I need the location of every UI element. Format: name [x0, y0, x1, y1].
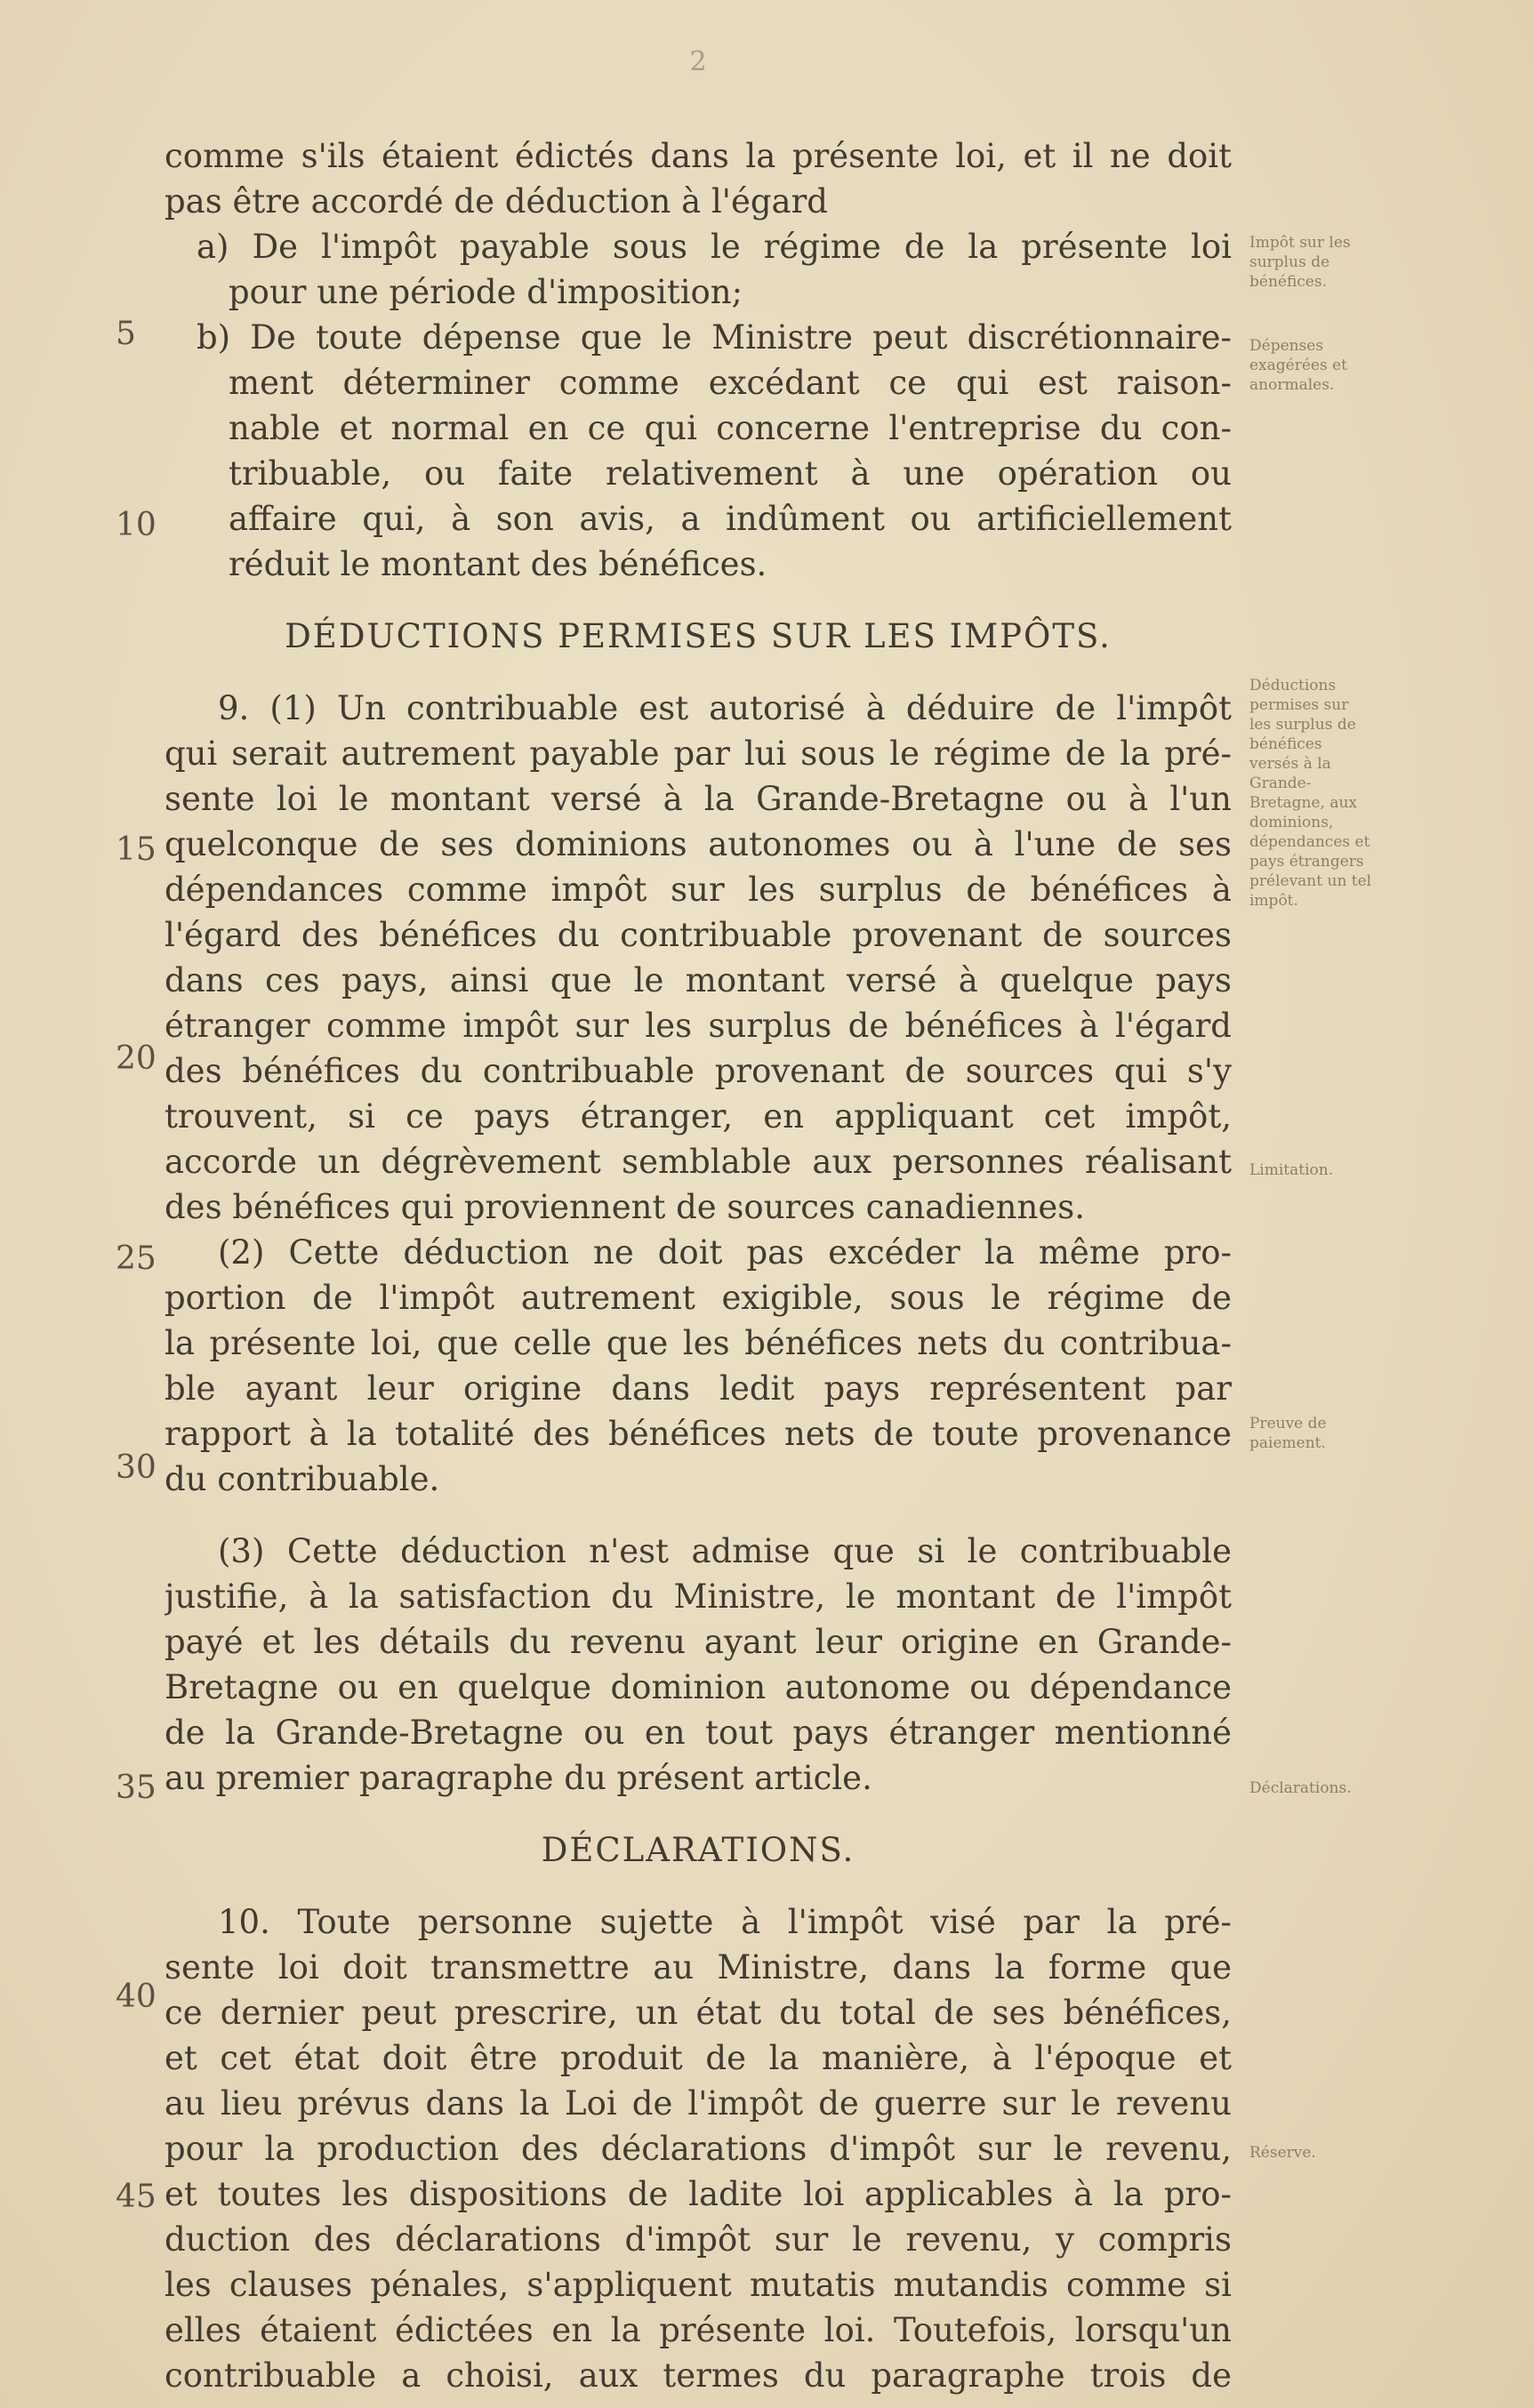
- text-line: l'égard des bénéfices du contribuable provenant de sources: [165, 916, 1232, 954]
- text-line: et cet état doit être produit de la manière, à l'époque et: [165, 2039, 1232, 2077]
- line-number: 20: [116, 1040, 157, 1077]
- margin-note: Preuve de paiement.: [1249, 1415, 1327, 1452]
- margin-note: Impôt sur les surplus de bénéfices.: [1249, 234, 1351, 291]
- text-line: des bénéfices qui proviennent de sources canadiennes.: [165, 1188, 1085, 1226]
- text-line: sente loi doit transmettre au Ministre, dans la forme que: [165, 1948, 1232, 1987]
- text-line: pour la production des déclarations d'impôt sur le revenu,: [165, 2130, 1232, 2168]
- text-line: payé et les détails du revenu ayant leur origine en Grande-: [165, 1623, 1232, 1661]
- margin-note: Dépenses exagérées et anormales.: [1249, 337, 1347, 394]
- text-line: justifie, à la satisfaction du Ministre, le montant de l'impôt: [165, 1577, 1232, 1616]
- text-line: contribuable a choisi, aux termes du paragraphe trois de: [165, 2356, 1232, 2395]
- text-line: 10. Toute personne sujette à l'impôt visé par la pré-: [218, 1903, 1232, 1941]
- line-number: 45: [116, 2179, 157, 2215]
- section-heading: DÉDUCTIONS PERMISES SUR LES IMPÔTS.: [285, 617, 1112, 655]
- line-number: 35: [116, 1770, 157, 1806]
- text-line: au premier paragraphe du présent article.: [165, 1759, 872, 1797]
- line-number: 40: [116, 1979, 157, 2015]
- text-line: sente loi le montant versé à la Grande-Bretagne ou à l'un: [165, 780, 1232, 818]
- text-line: (3) Cette déduction n'est admise que si le contribuable: [218, 1532, 1232, 1570]
- text-line: réduit le montant des bénéfices.: [229, 545, 767, 583]
- text-line: de la Grande-Bretagne ou en tout pays étranger mentionné: [165, 1714, 1232, 1752]
- text-line: ment déterminer comme excédant ce qui est raison-: [229, 364, 1232, 402]
- text-line: rapport à la totalité des bénéfices nets de toute provenance: [165, 1415, 1232, 1453]
- text-line: qui serait autrement payable par lui sous le régime de la pré-: [165, 734, 1232, 773]
- margin-note: Déductions permises sur les surplus de bénéfices versés à la Grande-Bretagne, aux dominions, dépendances et pays étrangers prélevant un tel impôt.: [1249, 677, 1372, 910]
- text-line: portion de l'impôt autrement exigible, sous le régime de: [165, 1279, 1232, 1317]
- text-line: la présente loi, que celle que les bénéfices nets du contribua-: [165, 1324, 1232, 1362]
- text-line: du contribuable.: [165, 1460, 440, 1498]
- margin-note: Limitation.: [1249, 1161, 1334, 1179]
- text-line: duction des déclarations d'impôt sur le revenu, y compris: [165, 2220, 1232, 2259]
- text-body: [165, 133, 1232, 2398]
- margin-note: Déclarations.: [1249, 1779, 1352, 1797]
- text-line: b) De toute dépense que le Ministre peut discrétionnaire-: [197, 318, 1232, 357]
- text-line: dans ces pays, ainsi que le montant versé à quelque pays: [165, 961, 1232, 999]
- margin-note: Réserve.: [1249, 2144, 1316, 2162]
- text-line: pour une période d'imposition;: [229, 273, 743, 311]
- text-line: des bénéfices du contribuable provenant de sources qui s'y: [165, 1052, 1232, 1090]
- text-line: ble ayant leur origine dans ledit pays représentent par: [165, 1369, 1232, 1408]
- text-line: Bretagne ou en quelque dominion autonome ou dépendance: [165, 1668, 1232, 1706]
- line-number: 10: [116, 507, 157, 543]
- section-heading: DÉCLARATIONS.: [541, 1831, 855, 1869]
- page-number: 2: [689, 46, 707, 77]
- text-line: accorde un dégrèvement semblable aux personnes réalisant: [165, 1143, 1232, 1181]
- text-line: comme s'ils étaient édictés dans la présente loi, et il ne doit: [165, 137, 1232, 175]
- text-line: elles étaient édictées en la présente loi. Toutefois, lorsqu'un: [165, 2311, 1232, 2349]
- text-line: étranger comme impôt sur les surplus de bénéfices à l'égard: [165, 1007, 1232, 1045]
- text-line: au lieu prévus dans la Loi de l'impôt de guerre sur le revenu: [165, 2084, 1232, 2123]
- text-line: dépendances comme impôt sur les surplus de bénéfices à: [165, 871, 1232, 909]
- line-number: 25: [116, 1240, 157, 1277]
- text-line: tribuable, ou faite relativement à une opération ou: [229, 454, 1232, 493]
- text-line: ce dernier peut prescrire, un état du total de ses bénéfices,: [165, 1994, 1232, 2032]
- text-line: pas être accordé de déduction à l'égard: [165, 182, 828, 221]
- text-line: et toutes les dispositions de ladite loi applicables à la pro-: [165, 2175, 1232, 2213]
- text-line: 9. (1) Un contribuable est autorisé à déduire de l'impôt: [218, 689, 1232, 727]
- text-line: les clauses pénales, s'appliquent mutatis mutandis comme si: [165, 2266, 1232, 2304]
- text-line: quelconque de ses dominions autonomes ou à l'une de ses: [165, 825, 1232, 863]
- line-number: 30: [116, 1449, 157, 1486]
- text-line: affaire qui, à son avis, a indûment ou artificiellement: [229, 500, 1232, 538]
- text-line: (2) Cette déduction ne doit pas excéder la même pro-: [218, 1233, 1232, 1272]
- text-line: nable et normal en ce qui concerne l'entreprise du con-: [229, 409, 1232, 447]
- line-number: 15: [116, 831, 157, 868]
- line-number: 5: [116, 316, 136, 352]
- text-line: trouvent, si ce pays étranger, en appliquant cet impôt,: [165, 1097, 1232, 1136]
- text-line: a) De l'impôt payable sous le régime de la présente loi: [197, 228, 1232, 266]
